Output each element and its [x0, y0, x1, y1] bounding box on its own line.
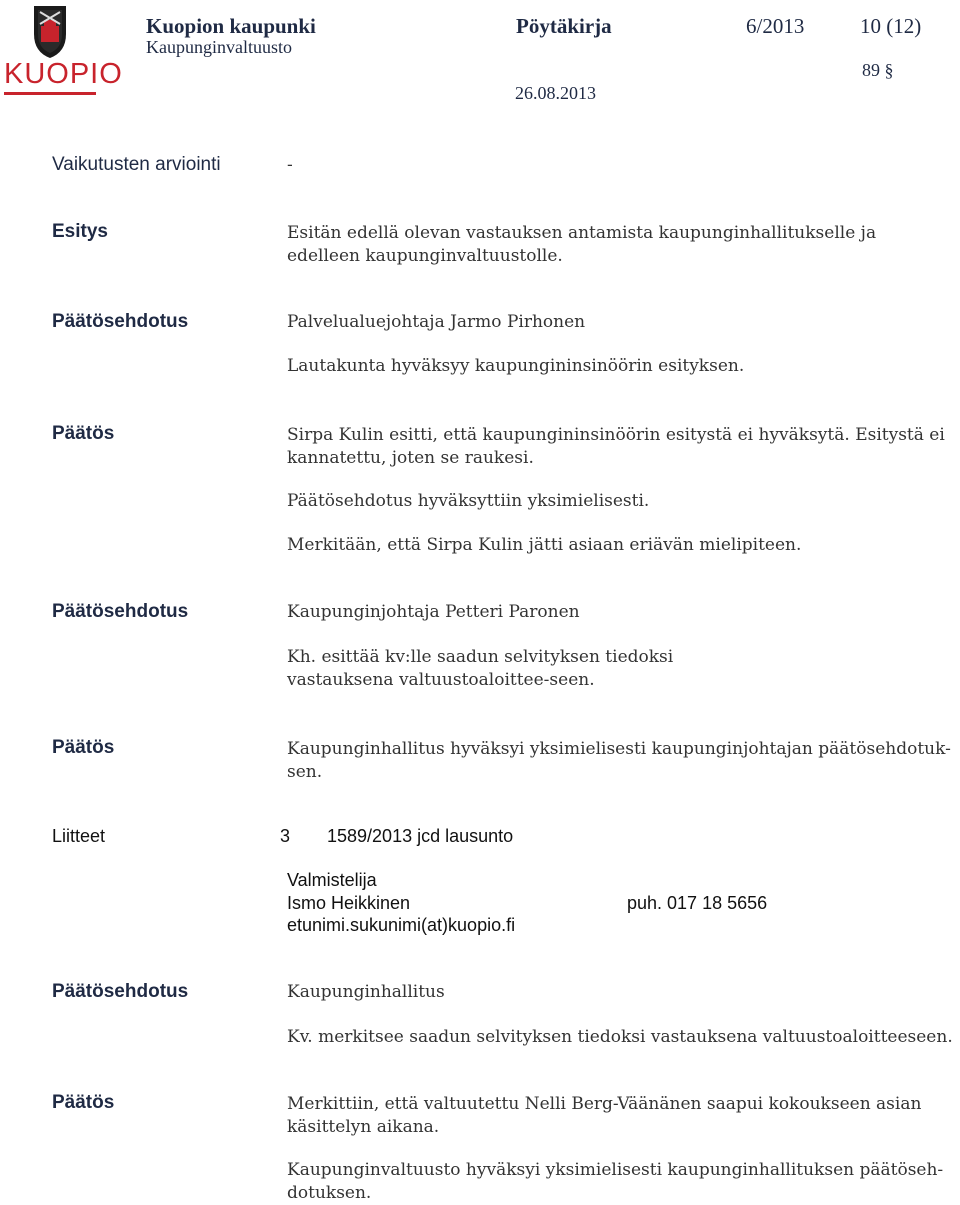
impact-label: Vaikutusten arviointi [52, 154, 221, 175]
proposal-text: Kh. esittää kv:lle saadun selvityksen tiedoksi vastauksena valtuustoaloittee-seen. [287, 647, 674, 690]
impact-value: - [287, 155, 293, 175]
preparer-name: Ismo Heikkinen [287, 893, 411, 913]
doc-number: 6/2013 [746, 14, 805, 38]
attachment-number: 3 [280, 826, 291, 846]
proposal-presenter: Kaupunginjohtaja Petteri Paronen [287, 602, 580, 622]
decision-text: Kaupunginhallitus hyväksyi yksimielisesti kaupunginjohtajan päätösehdotuk-sen. [287, 739, 951, 782]
decision-label: Päätös [52, 423, 115, 444]
decision-text: Merkittiin, että valtuutettu Nelli Berg-Väänänen saapui kokoukseen asian käsittelyn aikana. [287, 1094, 922, 1137]
meeting-date: 26.08.2013 [515, 83, 596, 103]
decision-proposal-label: Päätösehdotus [52, 601, 189, 622]
kuopio-logo [0, 0, 123, 100]
meeting-body: Kaupunginvaltuusto [146, 37, 292, 57]
proposal-text: Lautakunta hyväksyy kaupungininsinöörin esityksen. [287, 356, 745, 376]
decision-proposal-label: Päätösehdotus [52, 311, 189, 332]
proposal-label: Esitys [52, 221, 108, 242]
section-number: 89 § [862, 60, 894, 80]
logo-wordmark: KUOPIO [4, 58, 123, 90]
proposal-presenter: Palvelualuejohtaja Jarmo Pirhonen [287, 312, 586, 332]
preparer-title: Valmistelija [287, 870, 377, 890]
decision-text: Päätösehdotus hyväksyttiin yksimielisesti. [287, 491, 650, 511]
decision-label: Päätös [52, 737, 115, 758]
proposal-presenter: Kaupunginhallitus [287, 982, 445, 1002]
decision-text: Sirpa Kulin esitti, että kaupungininsinöörin esitystä ei hyväksytä. Esitystä ei kannatettu, joten se raukesi. [287, 425, 945, 468]
attachments-label: Liitteet [52, 826, 106, 846]
doc-type: Pöytäkirja [516, 14, 612, 38]
decision-label: Päätös [52, 1092, 115, 1113]
decision-text: Merkitään, että Sirpa Kulin jätti asiaan eriävän mielipiteen. [287, 535, 802, 555]
proposal-text: Kv. merkitsee saadun selvityksen tiedoksi vastauksena valtuustoaloitteeseen. [287, 1027, 953, 1047]
proposal-text: Esitän edellä olevan vastauksen antamista kaupunginhallitukselle ja edelleen kaupunginvaltuustolle. [287, 223, 877, 266]
preparer-phone: puh. 017 18 5656 [627, 893, 768, 913]
preparer-email[interactable]: etunimi.sukunimi(at)kuopio.fi [287, 915, 516, 935]
org-name: Kuopion kaupunki [146, 14, 316, 38]
attachment-item[interactable]: 1589/2013 jcd lausunto [327, 826, 514, 846]
logo-underline [4, 92, 96, 95]
decision-proposal-label: Päätösehdotus [52, 981, 189, 1002]
page-number: 10 (12) [860, 14, 922, 38]
decision-text: Kaupunginvaltuusto hyväksyi yksimielisesti kaupunginhallituksen päätöseh-dotuksen. [287, 1160, 944, 1203]
